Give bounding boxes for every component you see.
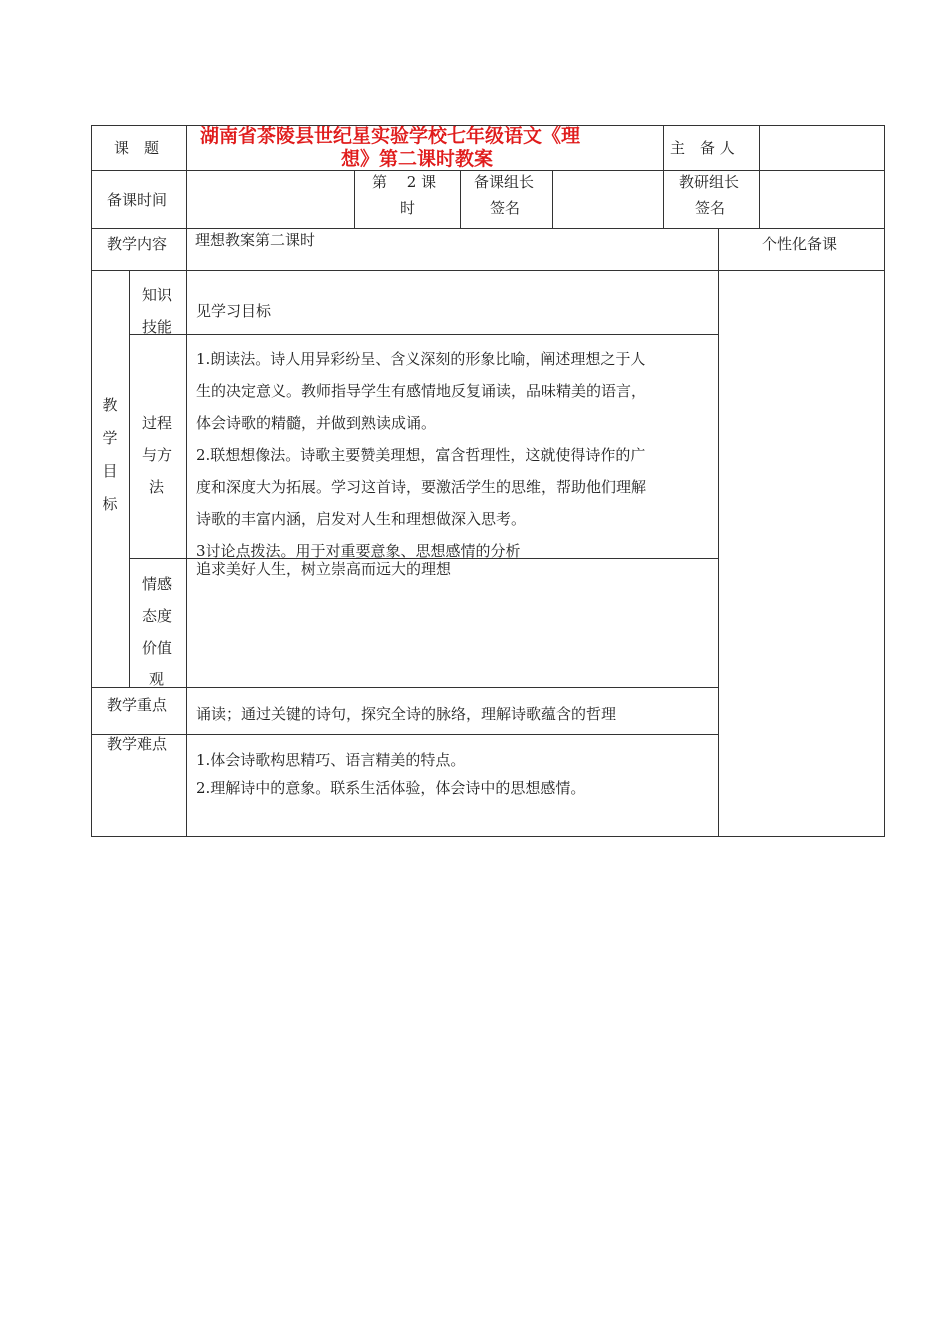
emotion-values-label-line-2: 态度 (142, 607, 173, 625)
table-border-left (91, 125, 92, 837)
column-divider (759, 125, 760, 228)
emotion-values-label-line-1: 情感 (142, 575, 173, 593)
table-border-bottom (91, 836, 885, 837)
knowledge-skills-value: 见学习目标 (196, 302, 272, 320)
knowledge-skills-label-line-1: 知识 (142, 286, 173, 304)
difficulties-text-line: 2.理解诗中的意象。联系生活体验，体会诗中的思想感情。 (196, 779, 586, 797)
column-divider (186, 687, 187, 837)
column-divider (129, 270, 130, 687)
process-method-label-line-3: 法 (149, 478, 165, 496)
lesson-title-line-1: 湖南省茶陵县世纪星实验学校七年级语文《理 (200, 125, 581, 147)
difficulties-text-line: 1.体会诗歌构思精巧、语言精美的特点。 (196, 751, 466, 769)
process-method-label-line-1: 过程 (142, 414, 173, 432)
objectives-char: 教 (102, 396, 118, 414)
objectives-char: 目 (102, 462, 118, 480)
key-points-label: 教学重点 (107, 696, 168, 714)
row-divider (129, 334, 718, 335)
teaching-content-value: 理想教案第二课时 (195, 231, 316, 249)
column-divider (460, 170, 461, 228)
process-method-label-line-2: 与方 (142, 446, 173, 464)
period-label-line-1: 第 2 课 (372, 173, 437, 191)
column-divider (354, 170, 355, 228)
column-divider (552, 170, 553, 228)
emotion-values-value: 追求美好人生，树立崇高而远大的理想 (196, 560, 452, 578)
emotion-values-label-line-3: 价值 (142, 639, 173, 657)
difficulties-label: 教学难点 (107, 735, 168, 753)
group-leader-label-line-1: 备课组长 (474, 173, 535, 191)
emotion-values-label-line-4: 观 (149, 670, 165, 688)
research-leader-label-line-1: 教研组长 (679, 173, 740, 191)
topic-label: 课 题 (114, 139, 160, 157)
process-method-text-line: 1.朗读法。诗人用异彩纷呈、含义深刻的形象比喻，阐述理想之于人 (196, 350, 646, 368)
teaching-objectives-label (98, 394, 122, 526)
process-method-text-line: 度和深度大为拓展。学习这首诗，要激活学生的思维，帮助他们理解 (196, 478, 647, 496)
row-divider (91, 270, 885, 271)
column-divider (186, 125, 187, 270)
process-method-text-line: 2.联想想像法。诗歌主要赞美理想，富含哲理性，这就使得诗作的广 (196, 446, 646, 464)
research-leader-label-line-2: 签名 (695, 199, 726, 217)
teaching-content-label: 教学内容 (107, 235, 168, 253)
row-divider (91, 228, 885, 229)
lesson-title-line-2: 想》第二课时教案 (341, 148, 494, 170)
knowledge-skills-label-line-2: 技能 (142, 318, 173, 336)
column-divider (718, 228, 719, 837)
prep-time-label: 备课时间 (107, 191, 168, 209)
group-leader-label-line-2: 签名 (490, 199, 521, 217)
objectives-char: 学 (102, 429, 118, 447)
key-points-value: 诵读；通过关键的诗句，探究全诗的脉络，理解诗歌蕴含的哲理 (196, 705, 617, 723)
process-method-text-line: 体会诗歌的精髓，并做到熟读成诵。 (196, 414, 437, 432)
process-method-text-line: 3讨论点拨法。用于对重要意象、思想感情的分析 (196, 542, 521, 560)
personalized-prep-label: 个性化备课 (762, 235, 838, 253)
table-border-right (884, 125, 885, 837)
preparer-label: 主 备 人 (670, 139, 735, 157)
period-label-line-2: 时 (400, 199, 416, 217)
column-divider (663, 125, 664, 228)
process-method-text-line: 诗歌的丰富内涵，启发对人生和理想做深入思考。 (196, 510, 527, 528)
column-divider (186, 270, 187, 687)
objectives-char: 标 (102, 495, 118, 513)
process-method-text-line: 生的决定意义。教师指导学生有感情地反复诵读，品味精美的语言， (196, 382, 647, 400)
